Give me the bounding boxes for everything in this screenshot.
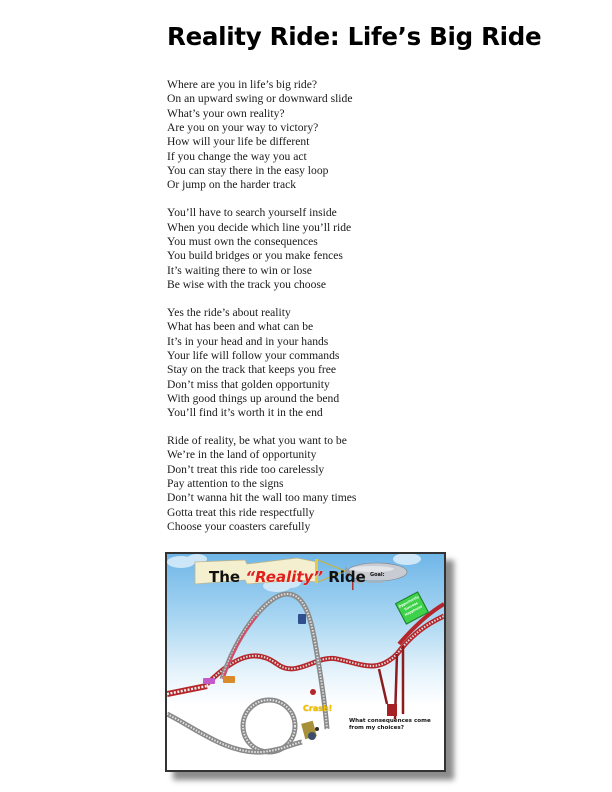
poem-line: Are you on your way to victory? [167, 121, 319, 135]
poem-line: Don’t wanna hit the wall too many times [167, 491, 357, 505]
stanza-4 [167, 434, 467, 534]
document-title: Reality Ride: Life’s Big Ride [167, 22, 542, 51]
poem-line: When you decide which line you’ll ride [167, 220, 352, 234]
poem-line: Don’t treat this ride too carelessly [167, 462, 325, 476]
banner-word-reality: “Reality” [245, 568, 323, 586]
illustration-banner [209, 568, 366, 586]
poem-line: Don’t miss that golden opportunity [167, 377, 330, 391]
crash-debris-icon [301, 721, 319, 740]
poem-line: On an upward swing or downward slide [167, 92, 353, 106]
opportunity-sign: Opportunity Success Happiness [395, 591, 429, 624]
poem-line: What’s your own reality? [167, 106, 285, 120]
roller-coaster-scene [167, 554, 444, 770]
poem-line: We’re in the land of opportunity [167, 448, 317, 462]
stanza-1 [167, 78, 467, 193]
warning-light-icon [310, 689, 316, 695]
poem-line: Choose your coasters carefully [167, 520, 311, 534]
poem-line: It’s waiting there to win or lose [167, 263, 312, 277]
poem-line: How will your life be different [167, 135, 310, 149]
poem-line: You’ll find it’s worth it in the end [167, 406, 323, 420]
poem-line: What has been and what can be [167, 320, 314, 334]
poem-body [167, 78, 467, 534]
stanza-3 [167, 306, 467, 421]
poem-line: Or jump on the harder track [167, 178, 297, 192]
poem-line: You can stay there in the easy loop [167, 164, 329, 178]
poem-line: Be wise with the track you choose [167, 277, 327, 291]
stanza-2 [167, 206, 467, 292]
poem-line: With good things up around the bend [167, 391, 340, 405]
poem-line: Ride of reality, be what you want to be [167, 434, 347, 448]
poem-line: Pay attention to the signs [167, 477, 284, 491]
poem-line: Stay on the track that keeps you free [167, 363, 337, 377]
consequences-question: What consequences come from my choices? [349, 718, 431, 731]
banner-word-the: The [209, 568, 241, 586]
blimp-goal-label: Goal: [370, 572, 385, 578]
poem-line: Gotta treat this ride respectfully [167, 505, 315, 519]
illustration-frame [165, 552, 446, 772]
poem-line: If you change the way you act [167, 149, 307, 163]
poem-line: You’ll have to search yourself inside [167, 206, 337, 220]
crash-label: Crash! [303, 704, 333, 713]
poem-line: You build bridges or you make fences [167, 249, 343, 263]
poem-line: It’s in your head and in your hands [167, 334, 329, 348]
poem-line: Yes the ride’s about reality [167, 305, 291, 319]
poem-line: Where are you in life’s big ride? [167, 78, 318, 91]
poem-line: You must own the consequences [167, 234, 318, 248]
banner-word-ride: Ride [328, 568, 366, 586]
reality-ride-illustration [165, 552, 446, 772]
poem-line: Your life will follow your commands [167, 348, 340, 362]
